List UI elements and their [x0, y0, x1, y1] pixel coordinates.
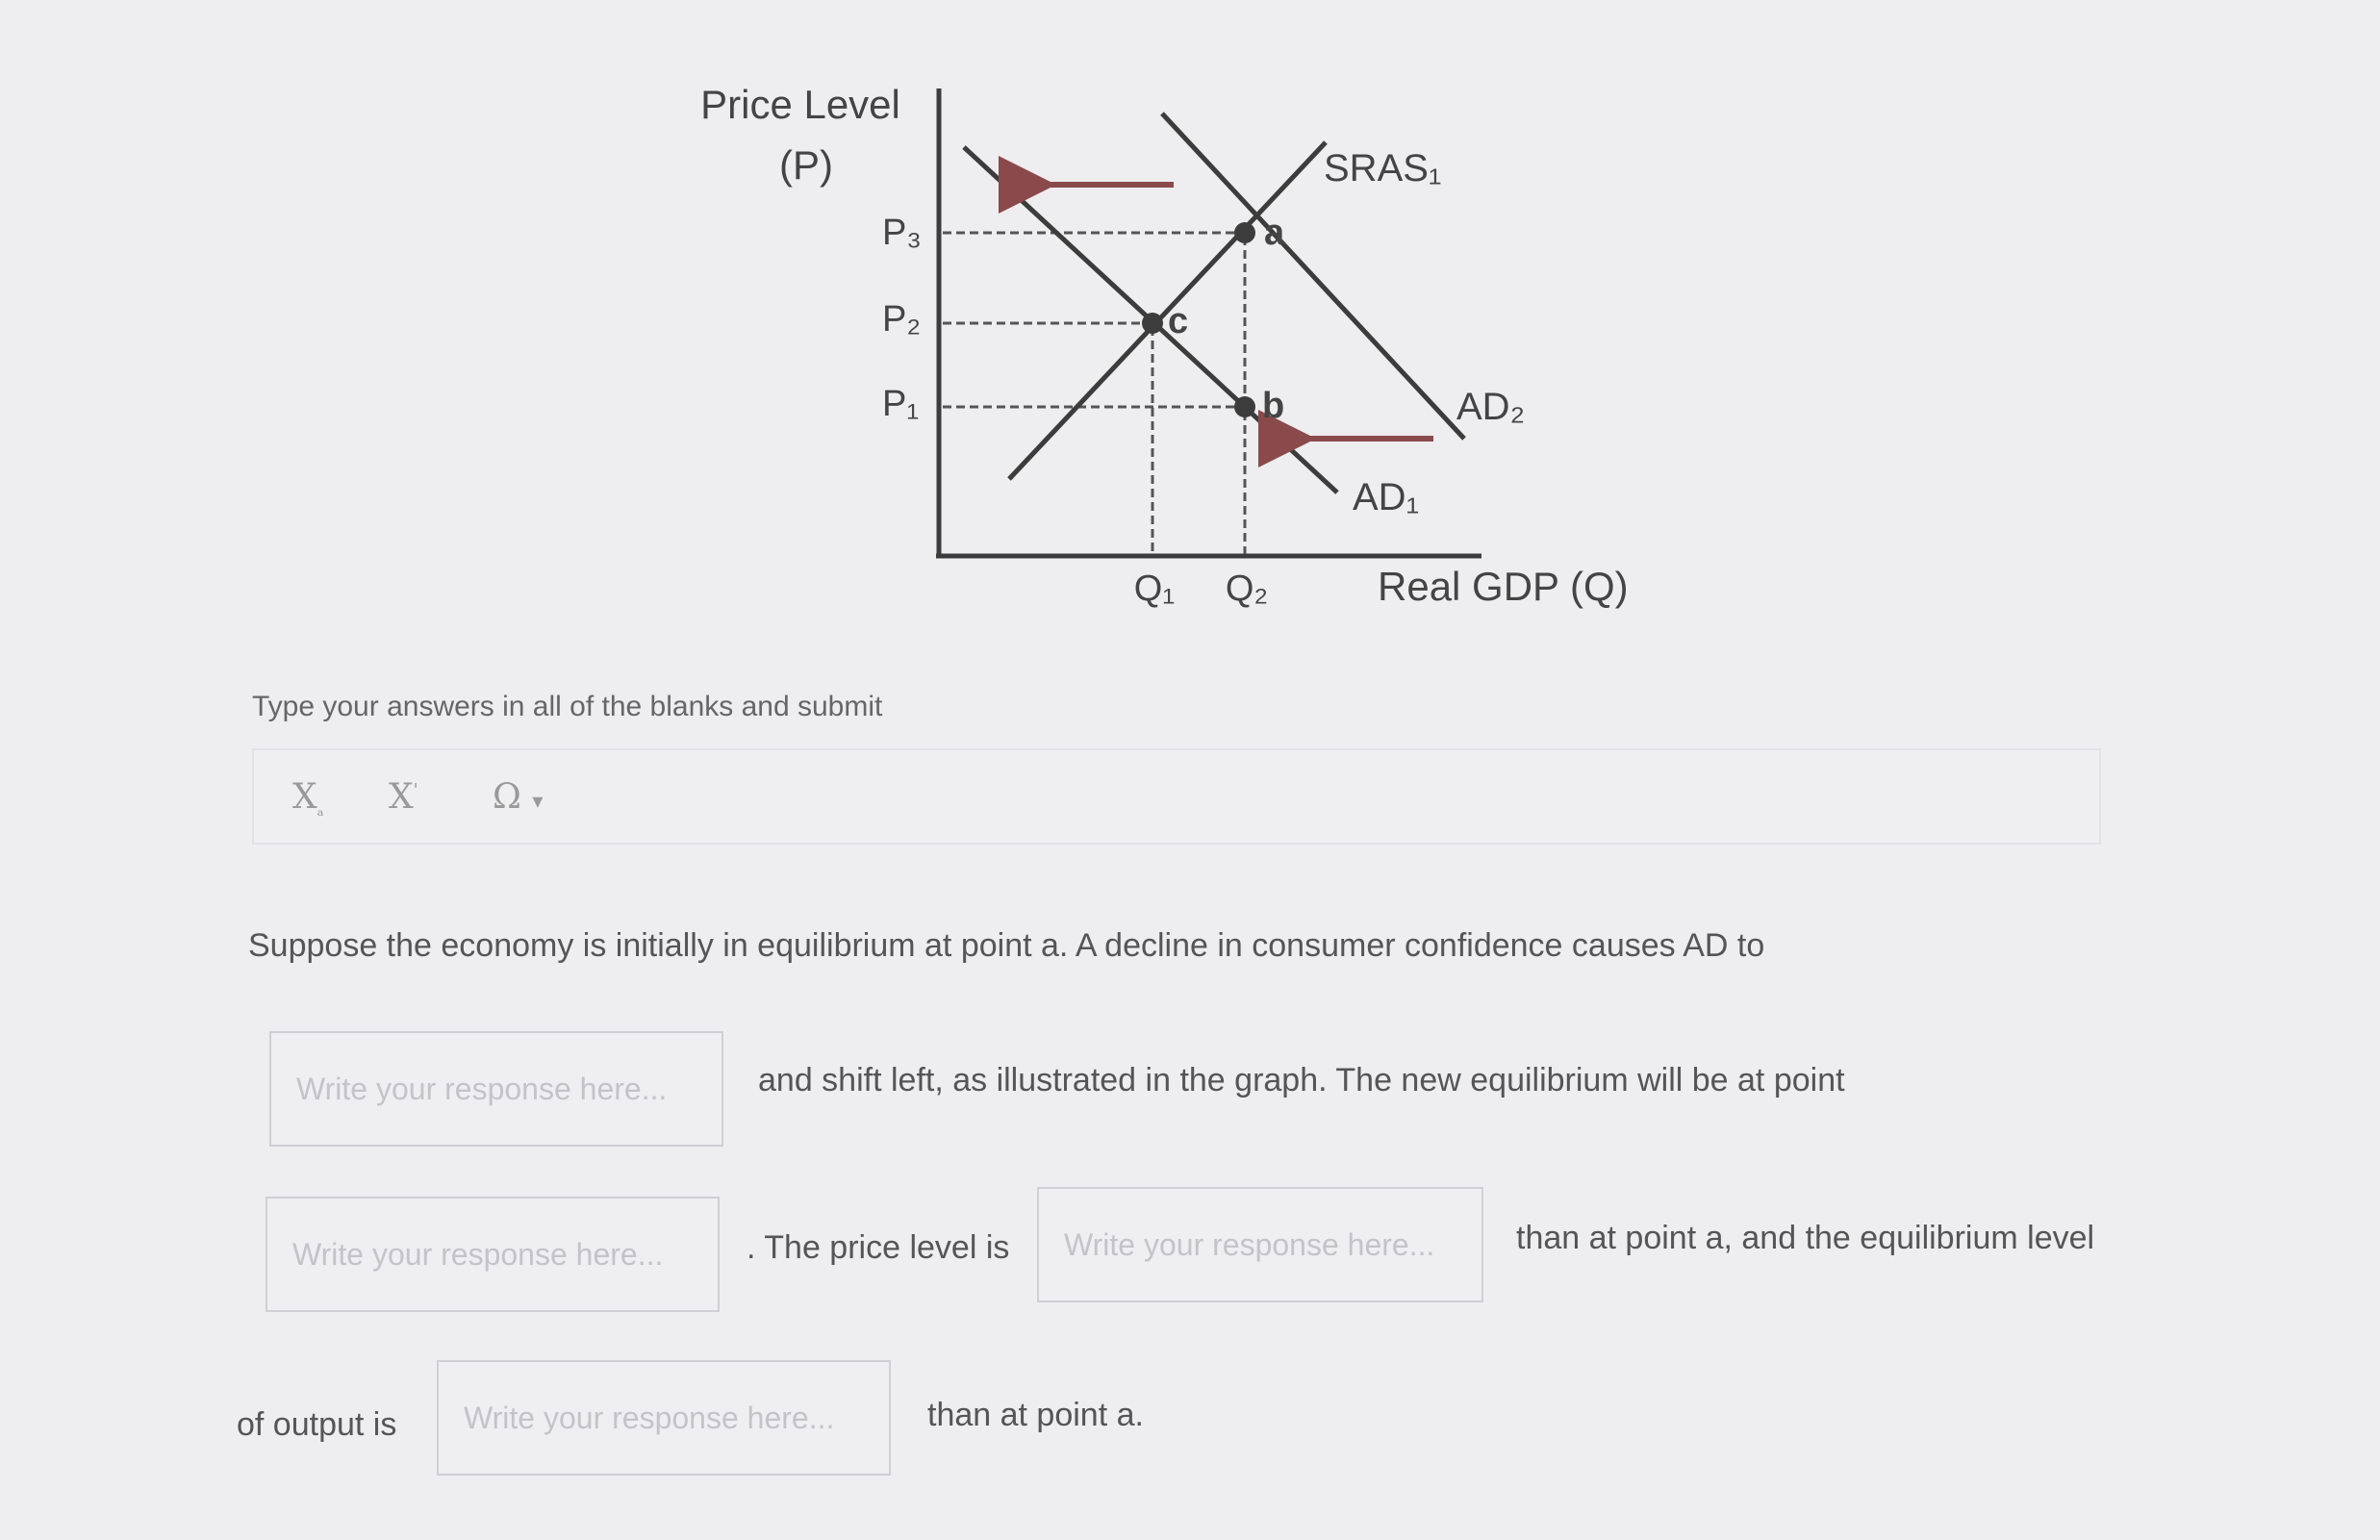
ad1-label: AD₁ [1353, 476, 1420, 518]
question-line-4b: than at point a. [927, 1397, 1144, 1433]
sras1-label: SRAS₁ [1324, 147, 1442, 189]
superscript-button-label: X [389, 777, 414, 817]
question-line-1: Suppose the economy is initially in equilibrium at point a. A decline in consumer confidence causes AD to [248, 927, 1765, 964]
question-line-3b: than at point a, and the equilibrium level [1516, 1220, 2095, 1256]
answer-input-4[interactable] [439, 1362, 889, 1474]
point-b-label: b [1262, 386, 1285, 426]
subscript-button[interactable] [292, 777, 324, 820]
y-axis-title-line1: Price Level [700, 82, 900, 127]
question-line-3a: . The price level is [747, 1229, 1010, 1266]
tick-q1: Q₁ [1133, 568, 1176, 609]
superscript-button[interactable] [389, 777, 418, 817]
instructions-text: Type your answers in all of the blanks and submit [252, 691, 883, 722]
answer-blank-2[interactable] [266, 1197, 720, 1312]
question-line-4a: of output is [237, 1406, 397, 1443]
tick-q2: Q₂ [1225, 568, 1269, 609]
subscript-mark: ₐ [316, 800, 324, 821]
special-characters-button[interactable] [493, 777, 543, 817]
editor-toolbar [252, 748, 2101, 845]
answer-blank-3[interactable] [1037, 1187, 1483, 1302]
y-axis-title-line2: (P) [779, 142, 833, 188]
point-a-dot [1234, 222, 1255, 243]
tick-p3: P₃ [882, 213, 922, 253]
x-axis-title: Real GDP (Q) [1378, 564, 1629, 609]
answer-input-2[interactable] [267, 1199, 718, 1310]
subscript-button-label: X [292, 777, 317, 817]
tick-p1: P₁ [882, 384, 920, 424]
point-c-dot [1142, 313, 1163, 334]
superscript-mark: ' [413, 780, 418, 800]
answer-blank-4[interactable] [437, 1360, 891, 1476]
tick-p2: P₂ [882, 299, 922, 340]
point-b-dot [1234, 396, 1255, 417]
answer-blank-1[interactable] [269, 1031, 723, 1147]
omega-icon: Ω [493, 777, 521, 817]
question-line-2: and shift left, as illustrated in the graph. The new equilibrium will be at point [758, 1062, 1845, 1098]
ad-as-graph [0, 0, 2380, 693]
point-a-label: a [1264, 213, 1285, 253]
answer-input-1[interactable] [271, 1033, 722, 1145]
ad2-label: AD₂ [1456, 386, 1526, 428]
point-c-label: c [1168, 301, 1189, 341]
chevron-down-icon: ▾ [532, 790, 544, 814]
answer-input-3[interactable] [1039, 1189, 1481, 1300]
